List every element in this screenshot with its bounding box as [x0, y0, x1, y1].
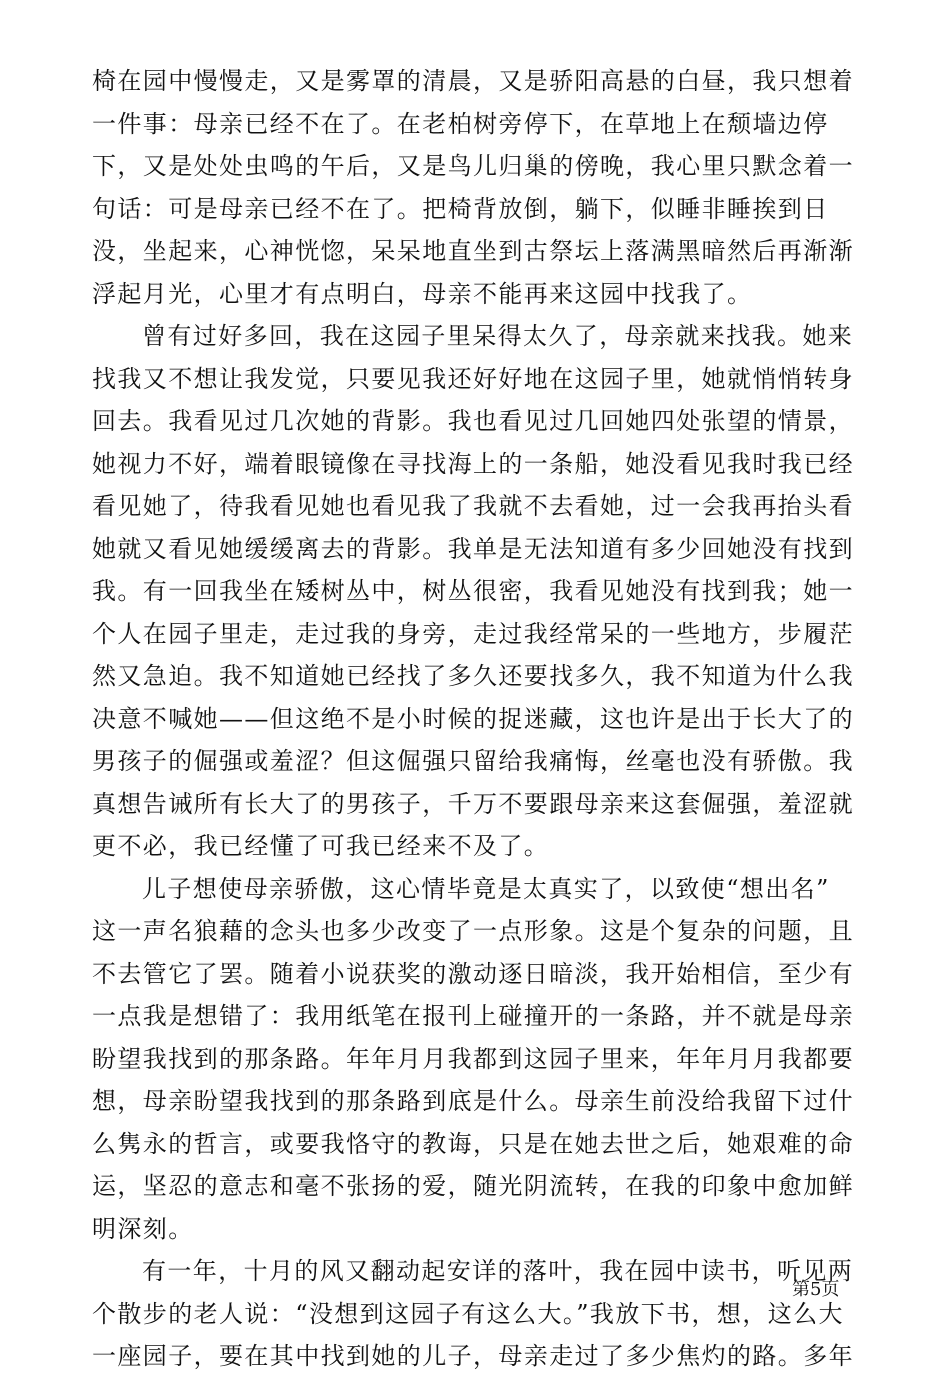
text-line: 一点我是想错了：我用纸笔在报刊上碰撞开的一条路，并不就是母亲: [92, 1002, 854, 1030]
text-line: 椅在园中慢慢走，又是雾罩的清晨，又是骄阳高悬的白昼，我只想着: [92, 67, 854, 95]
text-line: 她就又看见她缓缓离去的背影。我单是无法知道有多少回她没有找到: [92, 534, 854, 563]
text-line: 看见她了，待我看见她也看见我了我就不去看她，过一会我再抬头看: [92, 492, 854, 520]
text-line: 下，又是处处虫鸣的午后，又是鸟儿归巢的傍晚，我心里只默念着一: [92, 152, 854, 180]
text-line: 明深刻。: [92, 1214, 194, 1243]
text-line: 真想告诫所有长大了的男孩子，千万不要跟母亲来这套倔强，羞涩就: [92, 789, 854, 818]
text-line: 盼望我找到的那条路。年年月月我都到这园子里来，年年月月我都要: [92, 1044, 854, 1073]
paragraph-first-line: 儿子想使母亲骄傲，这心情毕竟是太真实了，以致使“想出名”: [142, 874, 830, 903]
text-line: 更不必，我已经懂了可我已经来不及了。: [92, 832, 550, 860]
text-line: 然又急迫。我不知道她已经找了多久还要找多久，我不知道为什么我: [92, 662, 854, 690]
text-line: 这一声名狼藉的念头也多少改变了一点形象。这是个复杂的问题，且: [92, 917, 854, 945]
text-line: 我。有一回我坐在矮树丛中，树丛很密，我看见她没有找到我；她一: [92, 577, 854, 605]
text-line: 个人在园子里走，走过我的身旁，走过我经常呆的一些地方，步履茫: [92, 619, 854, 648]
text-line: 浮起月光，心里才有点明白，母亲不能再来这园中找我了。: [92, 279, 753, 308]
text-line: 想，母亲盼望我找到的那条路到底是什么。母亲生前没给我留下过什: [92, 1087, 854, 1115]
text-line: 找我又不想让我发觉，只要见我还好好地在这园子里，她就悄悄转身: [92, 364, 854, 393]
text-line: 句话：可是母亲已经不在了。把椅背放倒，躺下，似睡非睡挨到日: [92, 194, 829, 223]
text-line: 没，坐起来，心神恍惚，呆呆地直坐到古祭坛上落满黑暗然后再渐渐: [92, 237, 854, 265]
text-line: 一件事：母亲已经不在了。在老柏树旁停下，在草地上在颓墙边停: [92, 109, 829, 138]
text-line: 运，坚忍的意志和毫不张扬的爱，随光阴流转，在我的印象中愈加鲜: [92, 1172, 854, 1200]
page-number: 第5页: [792, 1279, 840, 1300]
text-line: 一座园子，要在其中找到她的儿子，母亲走过了多少焦灼的路。多年: [92, 1342, 854, 1370]
text-line: 个散步的老人说：“没想到这园子有这么大。”我放下书，想，这么大: [92, 1299, 844, 1328]
text-line: 男孩子的倔强或羞涩？但这倔强只留给我痛悔，丝毫也没有骄傲。我: [92, 747, 854, 775]
text-line: 决意不喊她——但这绝不是小时候的捉迷藏，这也许是出于长大了的: [92, 704, 854, 733]
text-line: 不去管它了罢。随着小说获奖的激动逐日暗淡，我开始相信，至少有: [92, 959, 854, 988]
text-line: 么隽永的哲言，或要我恪守的教诲，只是在她去世之后，她艰难的命: [92, 1129, 854, 1158]
paragraph-first-line: 曾有过好多回，我在这园子里呆得太久了，母亲就来找我。她来: [142, 322, 854, 350]
body-text: [92, 60, 862, 1378]
paragraph-first-line: 有一年，十月的风又翻动起安详的落叶，我在园中读书，听见两: [142, 1257, 854, 1285]
text-line: 她视力不好，端着眼镜像在寻找海上的一条船，她没看见我时我已经: [92, 449, 854, 478]
text-line: 回去。我看见过几次她的背影。我也看见过几回她四处张望的情景，: [92, 407, 854, 435]
